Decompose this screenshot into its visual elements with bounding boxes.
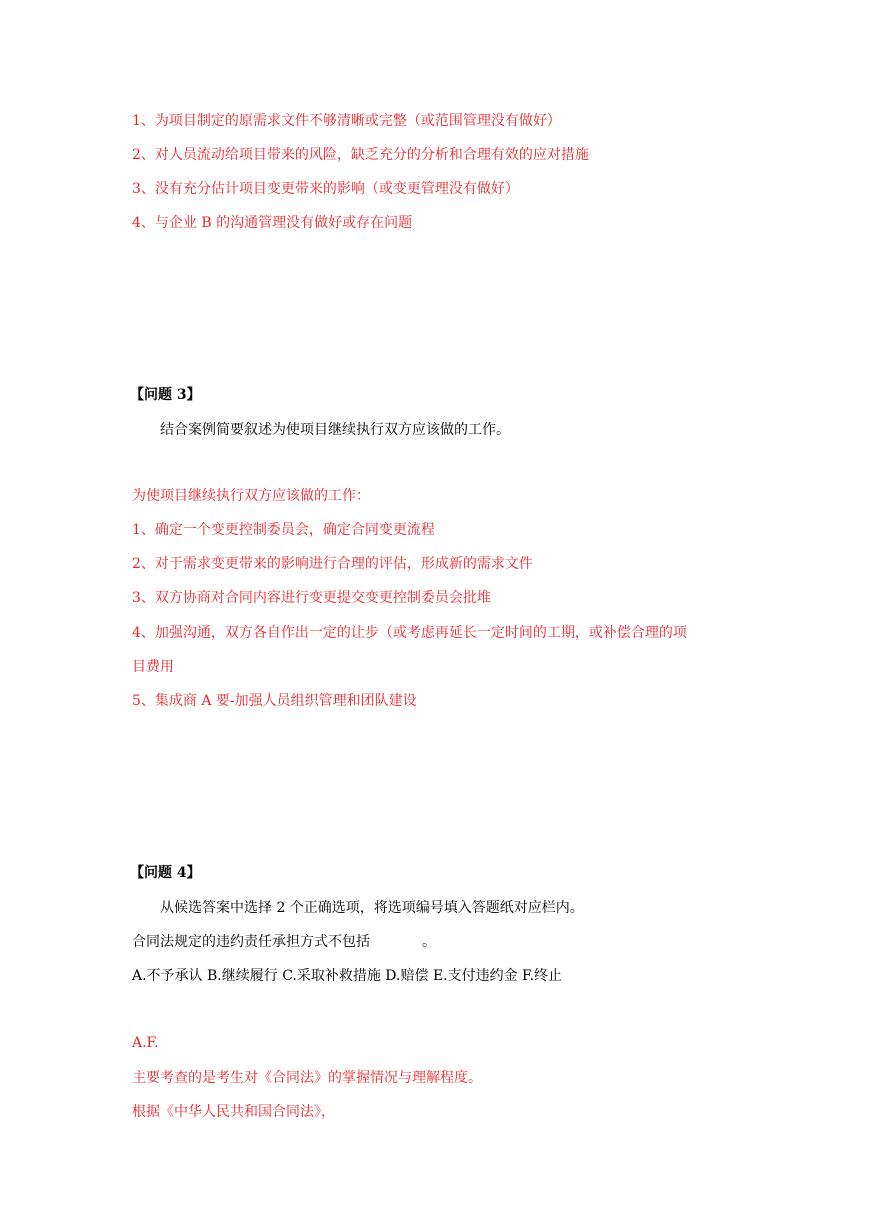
question-3-answer-3: 3、双方协商对合同内容进行变更提交变更控制委员会批堆 <box>132 590 491 606</box>
answer-line-4: 4、与企业 B 的沟通管理没有做好或存在问题 <box>132 215 413 231</box>
question-4-heading: 【问题 4】 <box>130 865 201 881</box>
question-3-answer-5: 5、集成商 A 要-加强人员组织管理和团队建设 <box>132 693 417 709</box>
question-4-answer: A.F. <box>132 1035 159 1051</box>
question-4-explanation-1: 主要考查的是考生对《合同法》的掌握情况与理解程度。 <box>132 1070 482 1086</box>
question-3-answer-4: 4、加强沟通，双方各自作出一定的让步（或考虑再延长一定时间的工期，或补偿合理的项 <box>132 625 687 641</box>
question-4-stem <box>132 933 436 951</box>
answer-line-2: 2、对人员流动给项目带来的风险，缺乏充分的分析和合理有效的应对措施 <box>132 147 589 163</box>
question-3-answer-intro: 为使项目继续执行双方应该做的工作： <box>132 488 370 504</box>
question-3-answer-4-cont: 目费用 <box>132 659 174 675</box>
question-3-heading: 【问题 3】 <box>130 387 201 403</box>
question-4-stem-text: 合同法规定的违约责任承担方式不包括 <box>132 934 370 950</box>
question-3-answer-2: 2、对于需求变更带来的影响进行合理的评估，形成新的需求文件 <box>132 556 533 572</box>
answer-line-3: 3、没有充分估计项目变更带来的影响（或变更管理没有做好） <box>132 181 519 197</box>
question-4-options: A.不予承认 B.继续履行 C.采取补救措施 D.赔偿 E.支付违约金 F.终止 <box>132 968 563 984</box>
question-3-prompt: 结合案例简要叙述为使项目继续执行双方应该做的工作。 <box>160 422 510 438</box>
question-4-stem-end: 。 <box>422 934 436 950</box>
question-3-answer-1: 1、确定一个变更控制委员会，确定合同变更流程 <box>132 522 435 538</box>
question-4-explanation-2: 根据《中华人民共和国合同法》， <box>132 1104 335 1120</box>
question-4-prompt: 从候选答案中选择 2 个正确选项，将选项编号填入答题纸对应栏内。 <box>160 900 584 916</box>
answer-line-1: 1、为项目制定的原需求文件不够清晰或完整（或范围管理没有做好） <box>132 113 561 129</box>
